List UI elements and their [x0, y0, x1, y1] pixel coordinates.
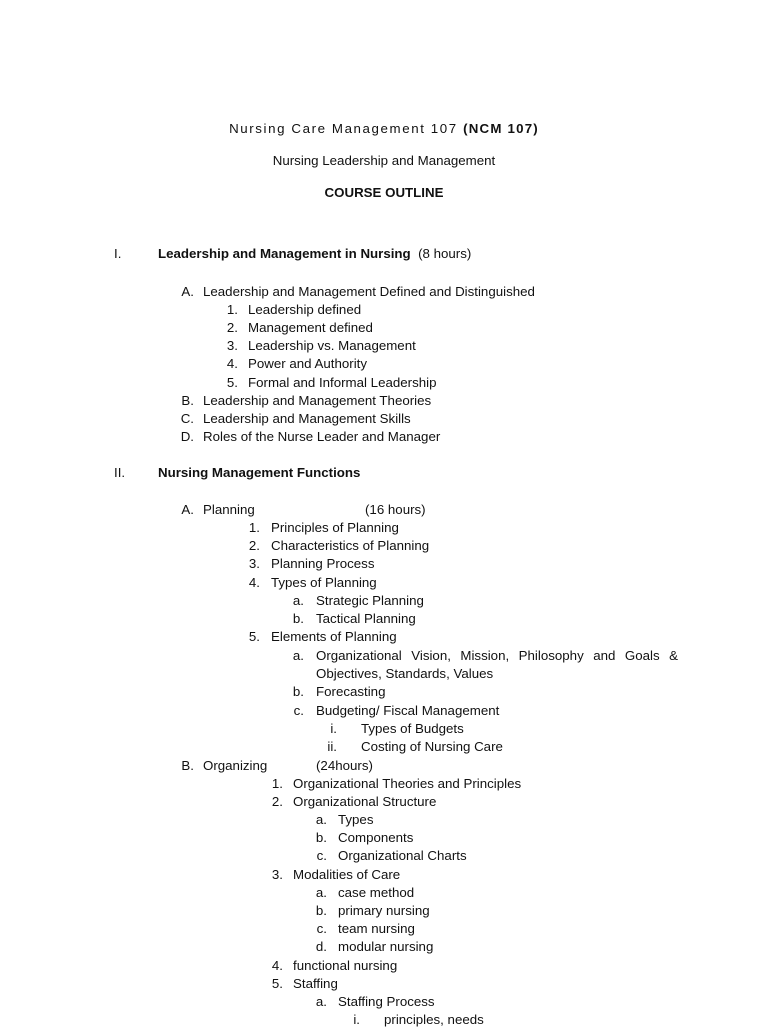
section-hours: (8 hours) — [418, 246, 472, 261]
outline-item: Planning Process — [271, 556, 375, 571]
outline-label: 4. — [226, 356, 238, 371]
outline-hours: (16 hours) — [365, 502, 426, 517]
outline-label: c. — [316, 848, 327, 863]
outline-item: Organizational Vision, Mission, Philosophy and Goals & — [316, 648, 678, 663]
outline-label: 1. — [271, 776, 283, 791]
outline-label: B. — [181, 758, 194, 773]
outline-label: C. — [180, 411, 194, 426]
section-title: Leadership and Management in Nursing — [158, 246, 411, 261]
outline-item: Leadership and Management Defined and Distinguished — [203, 284, 535, 299]
outline-item: modular nursing — [338, 939, 434, 954]
outline-item: Strategic Planning — [316, 593, 424, 608]
outline-item: Formal and Informal Leadership — [248, 375, 437, 390]
outline-item-continued: Objectives, Standards, Values — [316, 666, 494, 681]
outline-item: principles, needs — [384, 1012, 484, 1027]
outline-label: a. — [292, 648, 304, 663]
outline-item: Roles of the Nurse Leader and Manager — [203, 429, 441, 444]
outline-item: Organizing — [203, 758, 268, 773]
outline-item: Budgeting/ Fiscal Management — [316, 703, 500, 718]
outline-item: Modalities of Care — [293, 867, 401, 882]
outline-label: b. — [292, 684, 304, 699]
outline-label: i. — [353, 1012, 360, 1027]
outline-item: Leadership vs. Management — [248, 338, 416, 353]
outline-label: 3. — [226, 338, 238, 353]
outline-item: Tactical Planning — [316, 611, 416, 626]
outline-item: Characteristics of Planning — [271, 538, 430, 553]
outline-item: Staffing — [293, 976, 338, 991]
outline-label: 2. — [271, 794, 283, 809]
outline-item: Leadership and Management Skills — [203, 411, 411, 426]
title-code: (NCM 107) — [463, 121, 539, 136]
outline-label: 1. — [226, 302, 238, 317]
outline-item: team nursing — [338, 921, 415, 936]
section-title-line — [158, 245, 471, 263]
outline-label: 2. — [226, 320, 238, 335]
outline-label: a. — [292, 593, 304, 608]
document-title — [0, 121, 768, 136]
outline-label: B. — [181, 393, 194, 408]
outline-label: b. — [292, 611, 304, 626]
outline-label: 1. — [248, 520, 260, 535]
outline-hours: (24hours) — [316, 758, 373, 773]
outline-heading: COURSE OUTLINE — [324, 185, 444, 200]
outline-item: Organizational Theories and Principles — [293, 776, 522, 791]
outline-item: Principles of Planning — [271, 520, 399, 535]
outline-label: a. — [315, 812, 327, 827]
outline-label: b. — [315, 830, 327, 845]
outline-item: Power and Authority — [248, 356, 368, 371]
outline-label: 3. — [271, 867, 283, 882]
outline-label: c. — [293, 703, 304, 718]
outline-label: 5. — [248, 629, 260, 644]
outline-label: 2. — [248, 538, 260, 553]
outline-label: i. — [330, 721, 337, 736]
outline-item: Types of Planning — [271, 575, 377, 590]
outline-item: Organizational Charts — [338, 848, 467, 863]
outline-item: Components — [338, 830, 414, 845]
outline-label: 4. — [271, 958, 283, 973]
outline-item: primary nursing — [338, 903, 430, 918]
outline-label: A. — [181, 284, 194, 299]
outline-label: d. — [315, 939, 327, 954]
outline-item: Organizational Structure — [293, 794, 437, 809]
outline-item: functional nursing — [293, 958, 398, 973]
outline-item: case method — [338, 885, 415, 900]
outline-item: Types — [338, 812, 374, 827]
outline-label: 3. — [248, 556, 260, 571]
section-title: Nursing Management Functions — [158, 465, 361, 480]
outline-label: 5. — [226, 375, 238, 390]
outline-label: D. — [180, 429, 194, 444]
outline-item: Costing of Nursing Care — [361, 739, 503, 754]
outline-item: Management defined — [248, 320, 373, 335]
outline-item: Planning — [203, 502, 255, 517]
outline-item: Types of Budgets — [361, 721, 464, 736]
section-numeral: I. — [114, 246, 122, 261]
outline-item: Staffing Process — [338, 994, 435, 1009]
outline-item: Elements of Planning — [271, 629, 397, 644]
document-subtitle: Nursing Leadership and Management — [272, 153, 496, 168]
title-main: Nursing Care Management 107 — [229, 121, 458, 136]
outline-item: Leadership defined — [248, 302, 362, 317]
outline-label: ii. — [327, 739, 337, 754]
outline-item: Forecasting — [316, 684, 386, 699]
outline-item: Leadership and Management Theories — [203, 393, 432, 408]
section-numeral: II. — [114, 465, 126, 480]
outline-label: b. — [315, 903, 327, 918]
outline-label: c. — [316, 921, 327, 936]
outline-label: 4. — [248, 575, 260, 590]
outline-label: 5. — [271, 976, 283, 991]
outline-label: A. — [181, 502, 194, 517]
outline-label: a. — [315, 994, 327, 1009]
outline-label: a. — [315, 885, 327, 900]
